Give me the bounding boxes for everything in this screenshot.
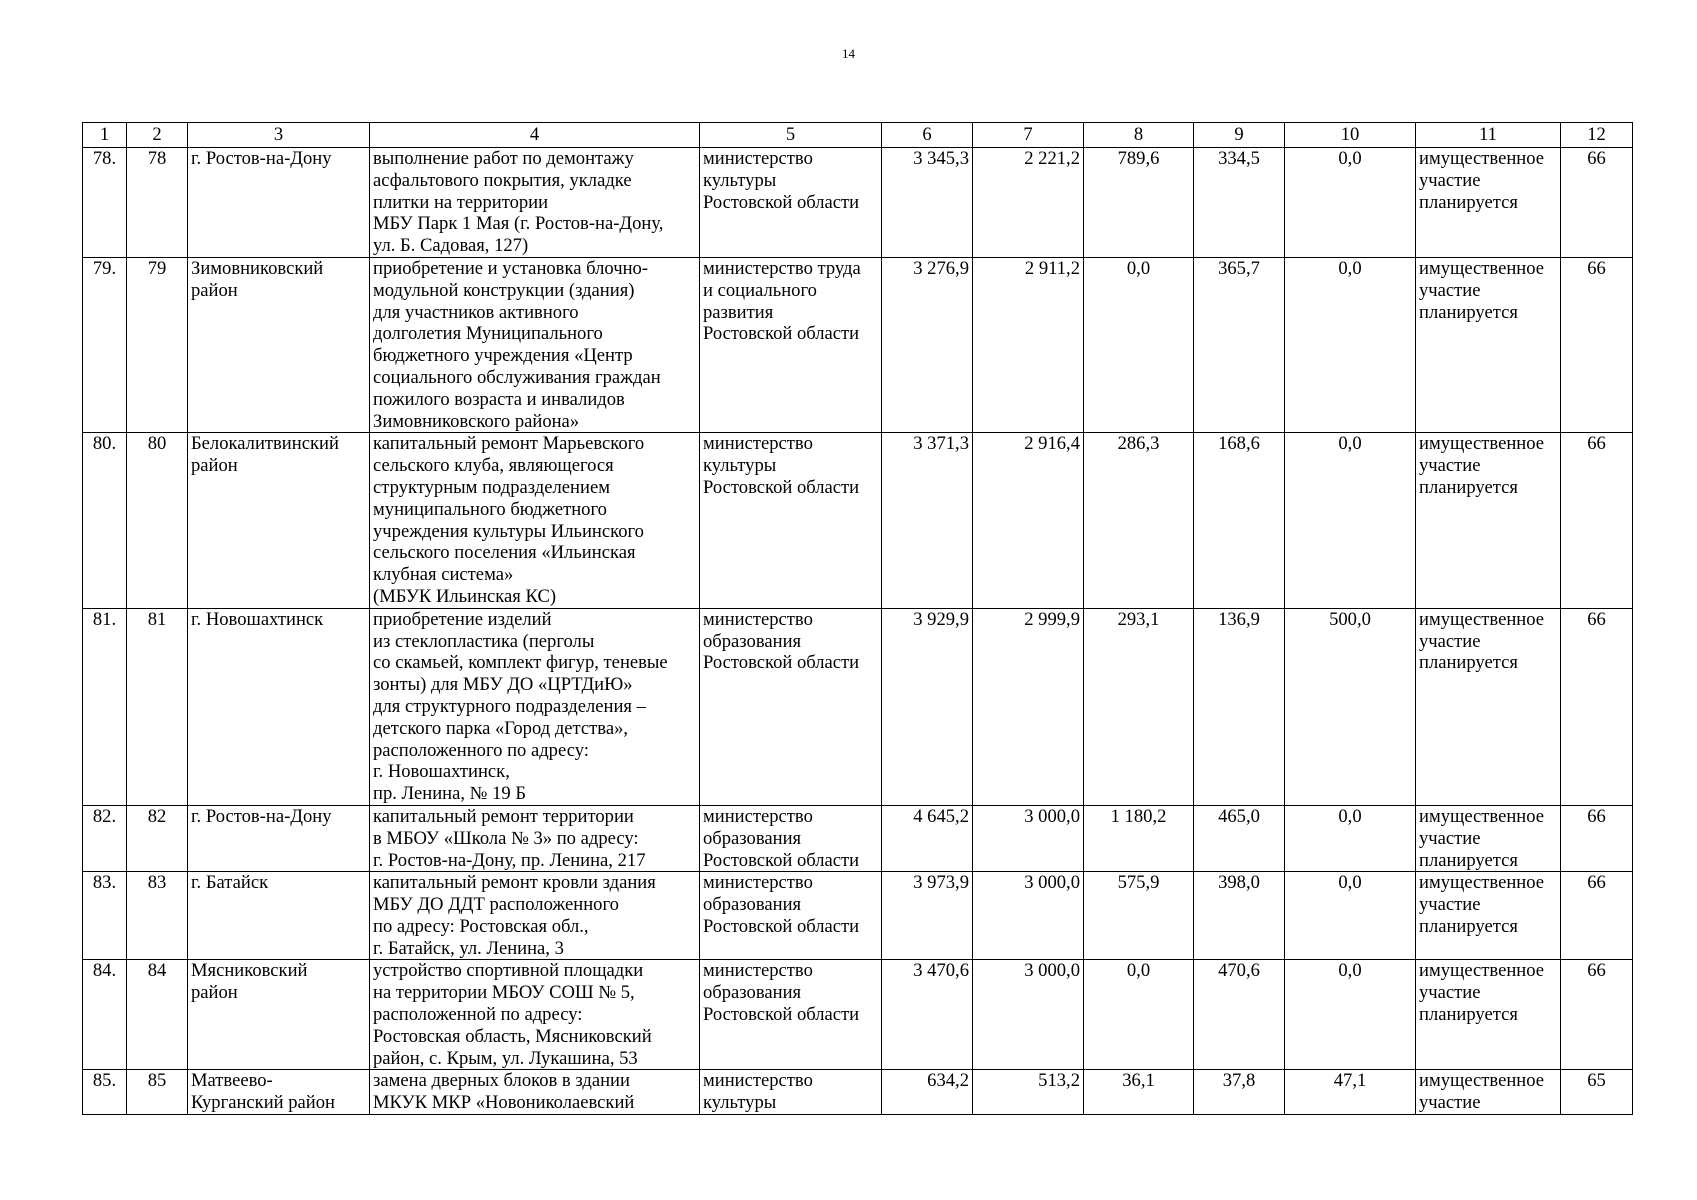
ministry-cell: министерство культуры Ростовской области xyxy=(700,148,882,258)
row-number-cell: 78. xyxy=(83,148,127,258)
total-amount-cell: 3 371,3 xyxy=(882,433,973,608)
column-header-1: 1 xyxy=(83,123,127,148)
description-cell: капитальный ремонт территории в МБОУ «Школа № 3» по адресу: г. Ростов-на-Дону, пр. Ленина, 217 xyxy=(370,805,700,871)
regional-budget-cell: 2 221,2 xyxy=(973,148,1084,258)
table-row xyxy=(83,257,1633,432)
territory-cell: г. Батайск xyxy=(188,872,370,960)
territory-cell: г. Ростов-на-Дону xyxy=(188,805,370,871)
ministry-cell: министерство образования Ростовской области xyxy=(700,608,882,805)
participation-cell: имущественное участие планируется xyxy=(1416,960,1561,1070)
column-header-6: 6 xyxy=(882,123,973,148)
code-cell: 66 xyxy=(1561,608,1633,805)
regional-budget-cell: 513,2 xyxy=(973,1070,1084,1115)
participation-cell: имущественное участие планируется xyxy=(1416,148,1561,258)
extra-funds-cell: 365,7 xyxy=(1194,257,1285,432)
item-number-cell: 83 xyxy=(127,872,188,960)
item-number-cell: 84 xyxy=(127,960,188,1070)
item-number-cell: 80 xyxy=(127,433,188,608)
item-number-cell: 79 xyxy=(127,257,188,432)
code-cell: 66 xyxy=(1561,960,1633,1070)
local-budget-cell: 1 180,2 xyxy=(1084,805,1194,871)
item-number-cell: 85 xyxy=(127,1070,188,1115)
column-header-2: 2 xyxy=(127,123,188,148)
participation-cell: имущественное участие планируется xyxy=(1416,433,1561,608)
column-header-12: 12 xyxy=(1561,123,1633,148)
participation-cell: имущественное участие планируется xyxy=(1416,257,1561,432)
table-row xyxy=(83,433,1633,608)
row-number-cell: 84. xyxy=(83,960,127,1070)
description-cell: приобретение и установка блочно- модульной конструкции (здания) для участников активного долголетия Муниципального бюджетного учреждения «Центр социального обслуживания граждан пожилого возраста и инвалидов Зимовниковского района» xyxy=(370,257,700,432)
code-cell: 66 xyxy=(1561,805,1633,871)
column-header-9: 9 xyxy=(1194,123,1285,148)
regional-budget-cell: 2 911,2 xyxy=(973,257,1084,432)
description-cell: устройство спортивной площадки на территории МБОУ СОШ № 5, расположенной по адресу: Ростовская область, Мясниковский район, с. Крым, ул. Лукашина, 53 xyxy=(370,960,700,1070)
extra-funds-cell: 465,0 xyxy=(1194,805,1285,871)
column-header-11: 11 xyxy=(1416,123,1561,148)
other-funds-cell: 0,0 xyxy=(1285,148,1416,258)
ministry-cell: министерство образования Ростовской области xyxy=(700,805,882,871)
local-budget-cell: 36,1 xyxy=(1084,1070,1194,1115)
row-number-cell: 85. xyxy=(83,1070,127,1115)
regional-budget-cell: 3 000,0 xyxy=(973,805,1084,871)
row-number-cell: 79. xyxy=(83,257,127,432)
funding-table xyxy=(82,122,1633,1115)
total-amount-cell: 3 929,9 xyxy=(882,608,973,805)
participation-cell: имущественное участие планируется xyxy=(1416,872,1561,960)
column-header-4: 4 xyxy=(370,123,700,148)
local-budget-cell: 0,0 xyxy=(1084,960,1194,1070)
row-number-cell: 81. xyxy=(83,608,127,805)
other-funds-cell: 500,0 xyxy=(1285,608,1416,805)
territory-cell: Зимовниковский район xyxy=(188,257,370,432)
extra-funds-cell: 334,5 xyxy=(1194,148,1285,258)
ministry-cell: министерство культуры xyxy=(700,1070,882,1115)
territory-cell: г. Новошахтинск xyxy=(188,608,370,805)
total-amount-cell: 3 470,6 xyxy=(882,960,973,1070)
participation-cell: имущественное участие планируется xyxy=(1416,608,1561,805)
table-row xyxy=(83,148,1633,258)
other-funds-cell: 47,1 xyxy=(1285,1070,1416,1115)
local-budget-cell: 575,9 xyxy=(1084,872,1194,960)
table-row xyxy=(83,608,1633,805)
table-row xyxy=(83,960,1633,1070)
extra-funds-cell: 136,9 xyxy=(1194,608,1285,805)
extra-funds-cell: 398,0 xyxy=(1194,872,1285,960)
regional-budget-cell: 2 999,9 xyxy=(973,608,1084,805)
column-header-7: 7 xyxy=(973,123,1084,148)
territory-cell: Белокалитвинский район xyxy=(188,433,370,608)
column-header-10: 10 xyxy=(1285,123,1416,148)
description-cell: замена дверных блоков в здании МКУК МКР «Новониколаевский xyxy=(370,1070,700,1115)
table-body xyxy=(83,148,1633,1115)
local-budget-cell: 789,6 xyxy=(1084,148,1194,258)
item-number-cell: 82 xyxy=(127,805,188,871)
ministry-cell: министерство образования Ростовской области xyxy=(700,960,882,1070)
table-row xyxy=(83,872,1633,960)
territory-cell: Мясниковский район xyxy=(188,960,370,1070)
total-amount-cell: 3 276,9 xyxy=(882,257,973,432)
table-row xyxy=(83,805,1633,871)
regional-budget-cell: 3 000,0 xyxy=(973,960,1084,1070)
other-funds-cell: 0,0 xyxy=(1285,960,1416,1070)
column-number-row xyxy=(83,123,1633,148)
total-amount-cell: 634,2 xyxy=(882,1070,973,1115)
description-cell: капитальный ремонт Марьевского сельского клуба, являющегося структурным подразделением муниципального бюджетного учреждения культуры Ильинского сельского поселения «Ильинская клубная система» (МБУК Ильинская КС) xyxy=(370,433,700,608)
row-number-cell: 83. xyxy=(83,872,127,960)
description-cell: капитальный ремонт кровли здания МБУ ДО ДДТ расположенного по адресу: Ростовская обл., г. Батайск, ул. Ленина, 3 xyxy=(370,872,700,960)
table-row xyxy=(83,1070,1633,1115)
item-number-cell: 78 xyxy=(127,148,188,258)
local-budget-cell: 293,1 xyxy=(1084,608,1194,805)
territory-cell: Матвеево- Курганский район xyxy=(188,1070,370,1115)
page-number: 14 xyxy=(842,46,855,61)
territory-cell: г. Ростов-на-Дону xyxy=(188,148,370,258)
column-header-3: 3 xyxy=(188,123,370,148)
other-funds-cell: 0,0 xyxy=(1285,872,1416,960)
code-cell: 66 xyxy=(1561,257,1633,432)
total-amount-cell: 3 973,9 xyxy=(882,872,973,960)
code-cell: 66 xyxy=(1561,872,1633,960)
item-number-cell: 81 xyxy=(127,608,188,805)
column-header-8: 8 xyxy=(1084,123,1194,148)
total-amount-cell: 4 645,2 xyxy=(882,805,973,871)
participation-cell: имущественное участие xyxy=(1416,1070,1561,1115)
extra-funds-cell: 37,8 xyxy=(1194,1070,1285,1115)
description-cell: приобретение изделий из стеклопластика (перголы со скамьей, комплект фигур, теневые зонты) для МБУ ДО «ЦРТДиЮ» для структурного подразделения – детского парка «Город детства», расположенного по адресу: г. Новошахтинск, пр. Ленина, № 19 Б xyxy=(370,608,700,805)
column-header-5: 5 xyxy=(700,123,882,148)
ministry-cell: министерство образования Ростовской области xyxy=(700,872,882,960)
description-cell: выполнение работ по демонтажу асфальтового покрытия, укладке плитки на территории МБУ Парк 1 Мая (г. Ростов-на-Дону, ул. Б. Садовая, 127) xyxy=(370,148,700,258)
row-number-cell: 80. xyxy=(83,433,127,608)
local-budget-cell: 286,3 xyxy=(1084,433,1194,608)
ministry-cell: министерство культуры Ростовской области xyxy=(700,433,882,608)
regional-budget-cell: 3 000,0 xyxy=(973,872,1084,960)
other-funds-cell: 0,0 xyxy=(1285,257,1416,432)
code-cell: 66 xyxy=(1561,148,1633,258)
code-cell: 66 xyxy=(1561,433,1633,608)
participation-cell: имущественное участие планируется xyxy=(1416,805,1561,871)
regional-budget-cell: 2 916,4 xyxy=(973,433,1084,608)
extra-funds-cell: 470,6 xyxy=(1194,960,1285,1070)
total-amount-cell: 3 345,3 xyxy=(882,148,973,258)
code-cell: 65 xyxy=(1561,1070,1633,1115)
other-funds-cell: 0,0 xyxy=(1285,433,1416,608)
ministry-cell: министерство труда и социального развития Ростовской области xyxy=(700,257,882,432)
other-funds-cell: 0,0 xyxy=(1285,805,1416,871)
extra-funds-cell: 168,6 xyxy=(1194,433,1285,608)
local-budget-cell: 0,0 xyxy=(1084,257,1194,432)
row-number-cell: 82. xyxy=(83,805,127,871)
